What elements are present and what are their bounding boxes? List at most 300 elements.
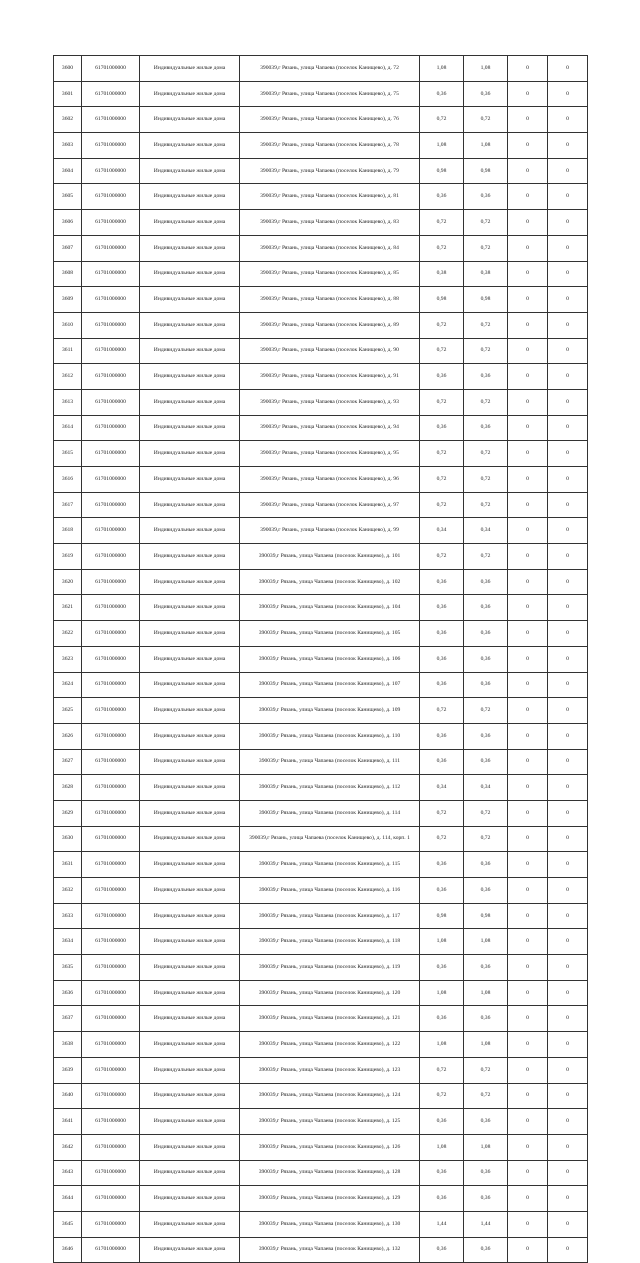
oktmo-code-cell: 61701000000 [82, 184, 140, 210]
value-col-3-cell: 0 [508, 338, 548, 364]
oktmo-code-cell: 61701000000 [82, 621, 140, 647]
object-type-cell: Индивидуальные жилые дома [140, 1134, 240, 1160]
table-row [54, 749, 588, 775]
table-row [54, 1186, 588, 1212]
address-cell: 390039,г Рязань, улица Чапаева (поселок Канищево), д. 76 [240, 107, 420, 133]
object-type-cell: Индивидуальные жилые дома [140, 903, 240, 929]
value-col-3-cell: 0 [508, 1160, 548, 1186]
table-row [54, 698, 588, 724]
table-row [54, 441, 588, 467]
value-total-cell: 0,36 [420, 364, 464, 390]
address-cell: 390039,г Рязань, улица Чапаева (поселок Канищево), д. 110 [240, 723, 420, 749]
value-total-cell: 0,36 [420, 1109, 464, 1135]
table-row [54, 261, 588, 287]
value-total-cell: 0,36 [420, 595, 464, 621]
value-col-2-cell: 0,36 [464, 569, 508, 595]
value-col-2-cell: 0,98 [464, 287, 508, 313]
table-row [54, 133, 588, 159]
oktmo-code-cell: 61701000000 [82, 1134, 140, 1160]
address-cell: 390039,г Рязань, улица Чапаева (поселок Канищево), д. 112 [240, 775, 420, 801]
row-number-cell: 3625 [54, 698, 82, 724]
oktmo-code-cell: 61701000000 [82, 800, 140, 826]
address-cell: 390039,г Рязань, улица Чапаева (поселок Канищево), д. 132 [240, 1237, 420, 1263]
value-col-2-cell: 0,98 [464, 158, 508, 184]
table-row [54, 1109, 588, 1135]
address-cell: 390039,г Рязань, улица Чапаева (поселок Канищево), д. 88 [240, 287, 420, 313]
value-col-2-cell: 0,36 [464, 723, 508, 749]
value-col-2-cell: 0,72 [464, 441, 508, 467]
row-number-cell: 3631 [54, 852, 82, 878]
value-total-cell: 0,72 [420, 107, 464, 133]
address-cell: 390039,г Рязань, улица Чапаева (поселок Канищево), д. 81 [240, 184, 420, 210]
value-total-cell: 1,08 [420, 1032, 464, 1058]
object-type-cell: Индивидуальные жилые дома [140, 1083, 240, 1109]
value-total-cell: 0,98 [420, 903, 464, 929]
table-row [54, 184, 588, 210]
value-col-4-cell: 0 [548, 158, 588, 184]
table-row [54, 955, 588, 981]
value-col-3-cell: 0 [508, 158, 548, 184]
oktmo-code-cell: 61701000000 [82, 929, 140, 955]
table-row [54, 338, 588, 364]
table-row [54, 107, 588, 133]
value-total-cell: 1,44 [420, 1211, 464, 1237]
address-cell: 390039,г Рязань, улица Чапаева (поселок Канищево), д. 130 [240, 1211, 420, 1237]
address-cell: 390039,г Рязань, улица Чапаева (поселок Канищево), д. 115 [240, 852, 420, 878]
row-number-cell: 3638 [54, 1032, 82, 1058]
address-cell: 390039,г Рязань, улица Чапаева (поселок Канищево), д. 96 [240, 467, 420, 493]
table-row [54, 1211, 588, 1237]
value-total-cell: 0,36 [420, 852, 464, 878]
address-cell: 390039,г Рязань, улица Чапаева (поселок Канищево), д. 124 [240, 1083, 420, 1109]
table-row [54, 518, 588, 544]
value-col-4-cell: 0 [548, 800, 588, 826]
row-number-cell: 3646 [54, 1237, 82, 1263]
value-col-4-cell: 0 [548, 312, 588, 338]
address-cell: 390039,г Рязань, улица Чапаева (поселок Канищево), д. 126 [240, 1134, 420, 1160]
address-cell: 390039,г Рязань, улица Чапаева (поселок Канищево), д. 84 [240, 235, 420, 261]
value-total-cell: 0,36 [420, 672, 464, 698]
value-col-4-cell: 0 [548, 723, 588, 749]
value-col-4-cell: 0 [548, 518, 588, 544]
value-total-cell: 0,72 [420, 235, 464, 261]
row-number-cell: 3626 [54, 723, 82, 749]
table-row [54, 595, 588, 621]
table-row [54, 81, 588, 107]
value-col-2-cell: 0,72 [464, 800, 508, 826]
table-row [54, 929, 588, 955]
oktmo-code-cell: 61701000000 [82, 107, 140, 133]
row-number-cell: 3608 [54, 261, 82, 287]
oktmo-code-cell: 61701000000 [82, 878, 140, 904]
table-row [54, 1160, 588, 1186]
value-total-cell: 0,36 [420, 184, 464, 210]
object-type-cell: Индивидуальные жилые дома [140, 775, 240, 801]
value-total-cell: 0,72 [420, 1083, 464, 1109]
value-total-cell: 0,72 [420, 826, 464, 852]
value-col-3-cell: 0 [508, 441, 548, 467]
oktmo-code-cell: 61701000000 [82, 698, 140, 724]
table-row [54, 1134, 588, 1160]
value-total-cell: 1,08 [420, 133, 464, 159]
object-type-cell: Индивидуальные жилые дома [140, 1057, 240, 1083]
object-type-cell: Индивидуальные жилые дома [140, 56, 240, 82]
table-row [54, 826, 588, 852]
value-col-4-cell: 0 [548, 980, 588, 1006]
object-type-cell: Индивидуальные жилые дома [140, 235, 240, 261]
table-row [54, 1083, 588, 1109]
oktmo-code-cell: 61701000000 [82, 441, 140, 467]
value-col-3-cell: 0 [508, 389, 548, 415]
value-col-2-cell: 0,38 [464, 261, 508, 287]
address-cell: 390039,г Рязань, улица Чапаева (поселок Канищево), д. 109 [240, 698, 420, 724]
table-row [54, 646, 588, 672]
row-number-cell: 3619 [54, 544, 82, 570]
value-col-3-cell: 0 [508, 133, 548, 159]
row-number-cell: 3645 [54, 1211, 82, 1237]
value-col-3-cell: 0 [508, 621, 548, 647]
value-col-3-cell: 0 [508, 955, 548, 981]
value-col-3-cell: 0 [508, 800, 548, 826]
row-number-cell: 3612 [54, 364, 82, 390]
value-col-2-cell: 0,36 [464, 852, 508, 878]
object-type-cell: Индивидуальные жилые дома [140, 569, 240, 595]
value-col-2-cell: 0,72 [464, 492, 508, 518]
oktmo-code-cell: 61701000000 [82, 1109, 140, 1135]
value-total-cell: 0,72 [420, 492, 464, 518]
oktmo-code-cell: 61701000000 [82, 1057, 140, 1083]
object-type-cell: Индивидуальные жилые дома [140, 955, 240, 981]
object-type-cell: Индивидуальные жилые дома [140, 338, 240, 364]
address-cell: 390039,г Рязань, улица Чапаева (поселок Канищево), д. 72 [240, 56, 420, 82]
oktmo-code-cell: 61701000000 [82, 1211, 140, 1237]
address-cell: 390039,г Рязань, улица Чапаева (поселок Канищево), д. 119 [240, 955, 420, 981]
address-cell: 390039,г Рязань, улица Чапаева (поселок Канищево), д. 91 [240, 364, 420, 390]
address-cell: 390039,г Рязань, улица Чапаева (поселок Канищево), д. 114, корп. 1 [240, 826, 420, 852]
oktmo-code-cell: 61701000000 [82, 1237, 140, 1263]
value-col-4-cell: 0 [548, 698, 588, 724]
oktmo-code-cell: 61701000000 [82, 672, 140, 698]
value-total-cell: 1,08 [420, 929, 464, 955]
row-number-cell: 3627 [54, 749, 82, 775]
oktmo-code-cell: 61701000000 [82, 467, 140, 493]
value-col-4-cell: 0 [548, 133, 588, 159]
value-col-2-cell: 0,98 [464, 903, 508, 929]
object-type-cell: Индивидуальные жилые дома [140, 441, 240, 467]
row-number-cell: 3607 [54, 235, 82, 261]
address-cell: 390039,г Рязань, улица Чапаева (поселок Канищево), д. 94 [240, 415, 420, 441]
value-col-4-cell: 0 [548, 492, 588, 518]
value-col-3-cell: 0 [508, 749, 548, 775]
object-type-cell: Индивидуальные жилые дома [140, 389, 240, 415]
value-col-2-cell: 0,36 [464, 878, 508, 904]
address-cell: 390039,г Рязань, улица Чапаева (поселок Канищево), д. 78 [240, 133, 420, 159]
value-col-2-cell: 1,08 [464, 980, 508, 1006]
value-col-3-cell: 0 [508, 81, 548, 107]
object-type-cell: Индивидуальные жилые дома [140, 929, 240, 955]
oktmo-code-cell: 61701000000 [82, 723, 140, 749]
value-col-3-cell: 0 [508, 929, 548, 955]
value-col-3-cell: 0 [508, 878, 548, 904]
value-total-cell: 0,36 [420, 646, 464, 672]
row-number-cell: 3640 [54, 1083, 82, 1109]
row-number-cell: 3635 [54, 955, 82, 981]
value-total-cell: 0,36 [420, 723, 464, 749]
value-col-2-cell: 0,34 [464, 518, 508, 544]
address-cell: 390039,г Рязань, улица Чапаева (поселок Канищево), д. 120 [240, 980, 420, 1006]
value-total-cell: 0,36 [420, 878, 464, 904]
oktmo-code-cell: 61701000000 [82, 415, 140, 441]
object-type-cell: Индивидуальные жилые дома [140, 467, 240, 493]
oktmo-code-cell: 61701000000 [82, 492, 140, 518]
value-total-cell: 0,38 [420, 261, 464, 287]
row-number-cell: 3624 [54, 672, 82, 698]
value-col-4-cell: 0 [548, 338, 588, 364]
table-row [54, 672, 588, 698]
row-number-cell: 3618 [54, 518, 82, 544]
value-col-4-cell: 0 [548, 184, 588, 210]
value-col-4-cell: 0 [548, 107, 588, 133]
value-col-4-cell: 0 [548, 1134, 588, 1160]
value-total-cell: 0,72 [420, 389, 464, 415]
row-number-cell: 3643 [54, 1160, 82, 1186]
address-cell: 390039,г Рязань, улица Чапаева (поселок Канищево), д. 123 [240, 1057, 420, 1083]
object-type-cell: Индивидуальные жилые дома [140, 133, 240, 159]
value-col-4-cell: 0 [548, 1237, 588, 1263]
address-cell: 390039,г Рязань, улица Чапаева (поселок Канищево), д. 97 [240, 492, 420, 518]
object-type-cell: Индивидуальные жилые дома [140, 1211, 240, 1237]
value-col-2-cell: 0,36 [464, 1186, 508, 1212]
value-col-2-cell: 0,72 [464, 338, 508, 364]
address-cell: 390039,г Рязань, улица Чапаева (поселок Канищево), д. 85 [240, 261, 420, 287]
table-row [54, 1237, 588, 1263]
object-type-cell: Индивидуальные жилые дома [140, 312, 240, 338]
table-row [54, 1006, 588, 1032]
value-col-2-cell: 0,36 [464, 81, 508, 107]
value-col-4-cell: 0 [548, 389, 588, 415]
oktmo-code-cell: 61701000000 [82, 287, 140, 313]
object-type-cell: Индивидуальные жилые дома [140, 287, 240, 313]
value-col-2-cell: 1,08 [464, 1032, 508, 1058]
address-cell: 390039,г Рязань, улица Чапаева (поселок Канищево), д. 105 [240, 621, 420, 647]
table-row [54, 1057, 588, 1083]
object-type-cell: Индивидуальные жилые дома [140, 749, 240, 775]
value-total-cell: 0,72 [420, 338, 464, 364]
value-col-4-cell: 0 [548, 852, 588, 878]
table-row [54, 903, 588, 929]
value-col-4-cell: 0 [548, 287, 588, 313]
object-type-cell: Индивидуальные жилые дома [140, 158, 240, 184]
row-number-cell: 3603 [54, 133, 82, 159]
object-type-cell: Индивидуальные жилые дома [140, 364, 240, 390]
address-cell: 390039,г Рязань, улица Чапаева (поселок Канищево), д. 116 [240, 878, 420, 904]
value-col-2-cell: 0,72 [464, 389, 508, 415]
row-number-cell: 3609 [54, 287, 82, 313]
object-type-cell: Индивидуальные жилые дома [140, 81, 240, 107]
address-cell: 390039,г Рязань, улица Чапаева (поселок Канищево), д. 101 [240, 544, 420, 570]
oktmo-code-cell: 61701000000 [82, 544, 140, 570]
row-number-cell: 3620 [54, 569, 82, 595]
value-col-3-cell: 0 [508, 492, 548, 518]
value-total-cell: 1,08 [420, 56, 464, 82]
address-cell: 390039,г Рязань, улица Чапаева (поселок Канищево), д. 107 [240, 672, 420, 698]
value-col-4-cell: 0 [548, 775, 588, 801]
value-col-3-cell: 0 [508, 1237, 548, 1263]
table-row [54, 621, 588, 647]
object-type-cell: Индивидуальные жилые дома [140, 980, 240, 1006]
value-col-2-cell: 0,36 [464, 415, 508, 441]
value-total-cell: 0,72 [420, 210, 464, 236]
object-type-cell: Индивидуальные жилые дома [140, 107, 240, 133]
value-total-cell: 0,98 [420, 158, 464, 184]
value-col-3-cell: 0 [508, 56, 548, 82]
oktmo-code-cell: 61701000000 [82, 903, 140, 929]
oktmo-code-cell: 61701000000 [82, 646, 140, 672]
value-total-cell: 0,72 [420, 544, 464, 570]
value-col-4-cell: 0 [548, 1083, 588, 1109]
address-cell: 390039,г Рязань, улица Чапаева (поселок Канищево), д. 89 [240, 312, 420, 338]
value-col-3-cell: 0 [508, 210, 548, 236]
row-number-cell: 3611 [54, 338, 82, 364]
oktmo-code-cell: 61701000000 [82, 595, 140, 621]
value-col-3-cell: 0 [508, 415, 548, 441]
value-col-3-cell: 0 [508, 852, 548, 878]
address-cell: 390039,г Рязань, улица Чапаева (поселок Канищево), д. 129 [240, 1186, 420, 1212]
row-number-cell: 3617 [54, 492, 82, 518]
row-number-cell: 3637 [54, 1006, 82, 1032]
value-col-4-cell: 0 [548, 56, 588, 82]
object-type-cell: Индивидуальные жилые дома [140, 1032, 240, 1058]
row-number-cell: 3616 [54, 467, 82, 493]
value-total-cell: 0,98 [420, 287, 464, 313]
value-total-cell: 0,36 [420, 569, 464, 595]
value-col-4-cell: 0 [548, 826, 588, 852]
value-total-cell: 0,34 [420, 775, 464, 801]
value-col-3-cell: 0 [508, 1134, 548, 1160]
value-col-3-cell: 0 [508, 672, 548, 698]
value-total-cell: 0,72 [420, 1057, 464, 1083]
value-col-4-cell: 0 [548, 929, 588, 955]
row-number-cell: 3628 [54, 775, 82, 801]
oktmo-code-cell: 61701000000 [82, 1186, 140, 1212]
table-row [54, 775, 588, 801]
value-col-4-cell: 0 [548, 544, 588, 570]
value-col-3-cell: 0 [508, 1006, 548, 1032]
value-col-3-cell: 0 [508, 595, 548, 621]
value-col-2-cell: 1,08 [464, 56, 508, 82]
value-col-3-cell: 0 [508, 1083, 548, 1109]
table-row [54, 980, 588, 1006]
value-col-2-cell: 0,36 [464, 184, 508, 210]
address-cell: 390039,г Рязань, улица Чапаева (поселок Канищево), д. 125 [240, 1109, 420, 1135]
value-col-3-cell: 0 [508, 1211, 548, 1237]
value-col-3-cell: 0 [508, 312, 548, 338]
table-row [54, 158, 588, 184]
oktmo-code-cell: 61701000000 [82, 210, 140, 236]
oktmo-code-cell: 61701000000 [82, 1032, 140, 1058]
value-col-2-cell: 1,44 [464, 1211, 508, 1237]
address-cell: 390039,г Рязань, улица Чапаева (поселок Канищево), д. 102 [240, 569, 420, 595]
value-col-2-cell: 0,36 [464, 646, 508, 672]
value-total-cell: 0,72 [420, 698, 464, 724]
value-col-3-cell: 0 [508, 569, 548, 595]
value-col-2-cell: 0,72 [464, 107, 508, 133]
table-row [54, 1032, 588, 1058]
oktmo-code-cell: 61701000000 [82, 261, 140, 287]
value-col-2-cell: 0,36 [464, 749, 508, 775]
row-number-cell: 3606 [54, 210, 82, 236]
table-row [54, 210, 588, 236]
address-cell: 390039,г Рязань, улица Чапаева (поселок Канищево), д. 121 [240, 1006, 420, 1032]
object-type-cell: Индивидуальные жилые дома [140, 800, 240, 826]
table-row [54, 878, 588, 904]
object-type-cell: Индивидуальные жилые дома [140, 852, 240, 878]
value-col-4-cell: 0 [548, 955, 588, 981]
value-total-cell: 0,36 [420, 81, 464, 107]
value-col-2-cell: 0,72 [464, 1057, 508, 1083]
oktmo-code-cell: 61701000000 [82, 1006, 140, 1032]
oktmo-code-cell: 61701000000 [82, 1160, 140, 1186]
address-cell: 390039,г Рязань, улица Чапаева (поселок Канищево), д. 122 [240, 1032, 420, 1058]
value-col-4-cell: 0 [548, 646, 588, 672]
value-col-2-cell: 0,72 [464, 312, 508, 338]
row-number-cell: 3605 [54, 184, 82, 210]
object-type-cell: Индивидуальные жилые дома [140, 672, 240, 698]
object-type-cell: Индивидуальные жилые дома [140, 595, 240, 621]
value-col-3-cell: 0 [508, 518, 548, 544]
oktmo-code-cell: 61701000000 [82, 749, 140, 775]
oktmo-code-cell: 61701000000 [82, 364, 140, 390]
value-total-cell: 0,36 [420, 1160, 464, 1186]
object-type-cell: Индивидуальные жилые дома [140, 1006, 240, 1032]
value-total-cell: 0,34 [420, 518, 464, 544]
object-type-cell: Индивидуальные жилые дома [140, 518, 240, 544]
object-type-cell: Индивидуальные жилые дома [140, 1109, 240, 1135]
row-number-cell: 3642 [54, 1134, 82, 1160]
row-number-cell: 3621 [54, 595, 82, 621]
table-row [54, 544, 588, 570]
value-col-3-cell: 0 [508, 261, 548, 287]
oktmo-code-cell: 61701000000 [82, 133, 140, 159]
address-cell: 390039,г Рязань, улица Чапаева (поселок Канищево), д. 118 [240, 929, 420, 955]
object-type-cell: Индивидуальные жилые дома [140, 878, 240, 904]
row-number-cell: 3629 [54, 800, 82, 826]
row-number-cell: 3602 [54, 107, 82, 133]
value-col-4-cell: 0 [548, 467, 588, 493]
table-body [54, 56, 588, 1263]
value-col-4-cell: 0 [548, 1186, 588, 1212]
value-total-cell: 0,36 [420, 415, 464, 441]
value-col-2-cell: 0,72 [464, 544, 508, 570]
oktmo-code-cell: 61701000000 [82, 955, 140, 981]
address-cell: 390039,г Рязань, улица Чапаева (поселок Канищево), д. 93 [240, 389, 420, 415]
value-col-4-cell: 0 [548, 235, 588, 261]
value-col-3-cell: 0 [508, 980, 548, 1006]
address-cell: 390039,г Рязань, улица Чапаева (поселок Канищево), д. 128 [240, 1160, 420, 1186]
value-col-4-cell: 0 [548, 441, 588, 467]
object-type-cell: Индивидуальные жилые дома [140, 261, 240, 287]
value-col-3-cell: 0 [508, 184, 548, 210]
row-number-cell: 3623 [54, 646, 82, 672]
table-row [54, 287, 588, 313]
object-type-cell: Индивидуальные жилые дома [140, 723, 240, 749]
value-col-2-cell: 0,36 [464, 621, 508, 647]
oktmo-code-cell: 61701000000 [82, 826, 140, 852]
value-total-cell: 1,08 [420, 1134, 464, 1160]
value-col-4-cell: 0 [548, 364, 588, 390]
value-col-2-cell: 0,72 [464, 698, 508, 724]
value-total-cell: 0,36 [420, 955, 464, 981]
